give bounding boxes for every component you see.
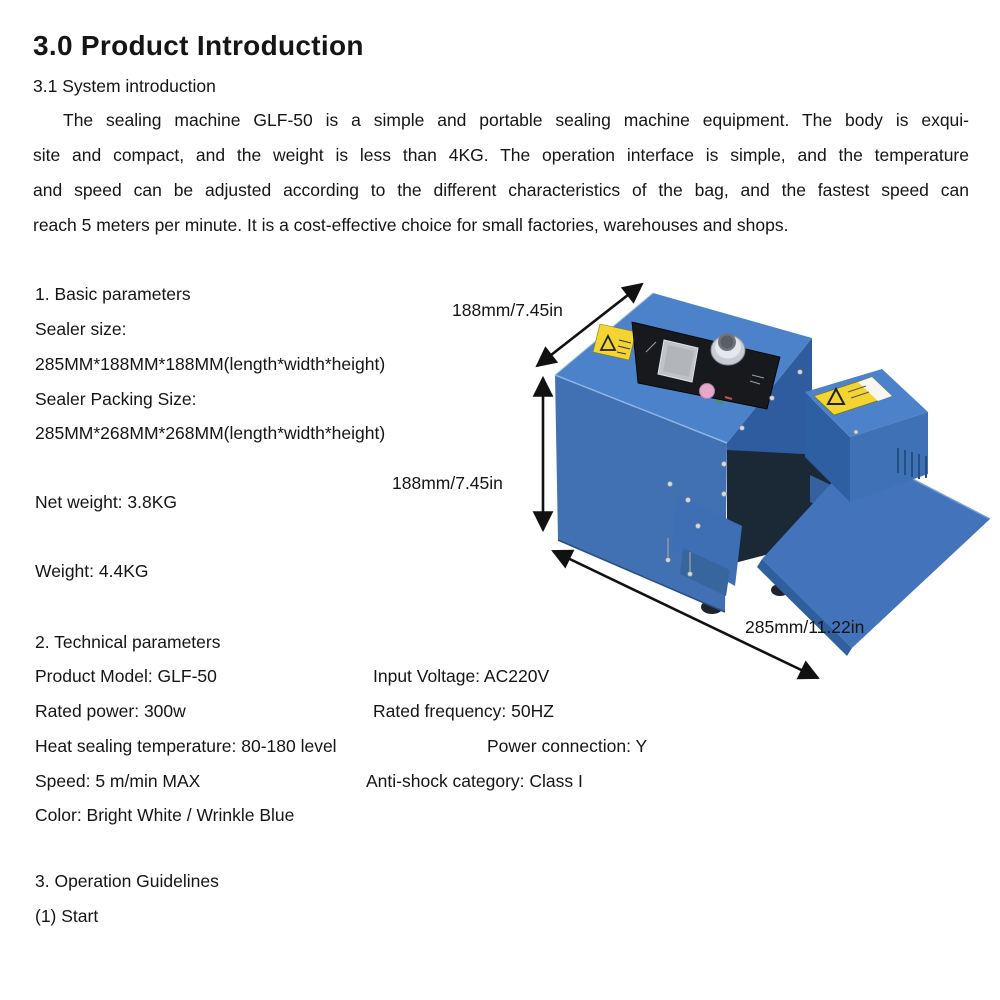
section-intro-heading: 3.1 System introduction [33,76,216,96]
tech-param-input-voltage: Input Voltage: AC220V [373,666,550,686]
basic-parameters-heading: 1. Basic parameters [35,284,191,304]
sealer-size-value: 285MM*188MM*188MM(length*width*height) [35,354,386,374]
bolt-head [666,558,671,563]
intro-paragraph-line: and speed can be adjusted according to the different characteristics of the bag, and the fastest speed can [33,180,969,200]
intro-paragraph-line: reach 5 meters per minute. It is a cost-effective choice for small factories, warehouses and shops. [33,215,789,235]
machine-illustration [380,280,1000,690]
packing-size-label: Sealer Packing Size: [35,389,197,409]
bolt-head [688,572,693,577]
tech-param-rated-frequency: Rated frequency: 50HZ [373,701,554,721]
sealer-size-label: Sealer size: [35,319,127,339]
gross-weight-value: Weight: 4.4KG [35,561,149,581]
tech-param-power-connection: Power connection: Y [487,736,648,756]
tech-param-product-model: Product Model: GLF-50 [35,666,217,686]
net-weight-value: Net weight: 3.8KG [35,492,178,512]
technical-parameters-heading: 2. Technical parameters [35,632,221,652]
width-dimension-label: 188mm/7.45in [452,300,563,320]
product-figure [380,280,1000,690]
packing-size-value: 285MM*268MM*268MM(length*width*height) [35,423,386,443]
operation-step-1: (1) Start [35,906,99,926]
knob-top-inner [721,336,734,349]
tech-param-sealing-temperature: Heat sealing temperature: 80-180 level [35,736,337,756]
tech-param-rated-power: Rated power: 300w [35,701,186,721]
intro-paragraph-line: The sealing machine GLF-50 is a simple and portable sealing machine equipment. The body is exqui- [63,110,969,130]
intro-paragraph-line: site and compact, and the weight is less than 4KG. The operation interface is simple, and the temperature [33,145,969,165]
page-title: 3.0 Product Introduction [33,30,364,61]
start-button [700,384,715,399]
operation-guidelines-heading: 3. Operation Guidelines [35,871,219,891]
height-dimension-label: 188mm/7.45in [392,473,503,493]
tech-param-anti-shock: Anti-shock category: Class I [366,771,583,791]
tech-param-speed: Speed: 5 m/min MAX [35,771,201,791]
length-dimension-label: 285mm/11.22in [745,617,865,637]
tech-param-color: Color: Bright White / Wrinkle Blue [35,805,295,825]
